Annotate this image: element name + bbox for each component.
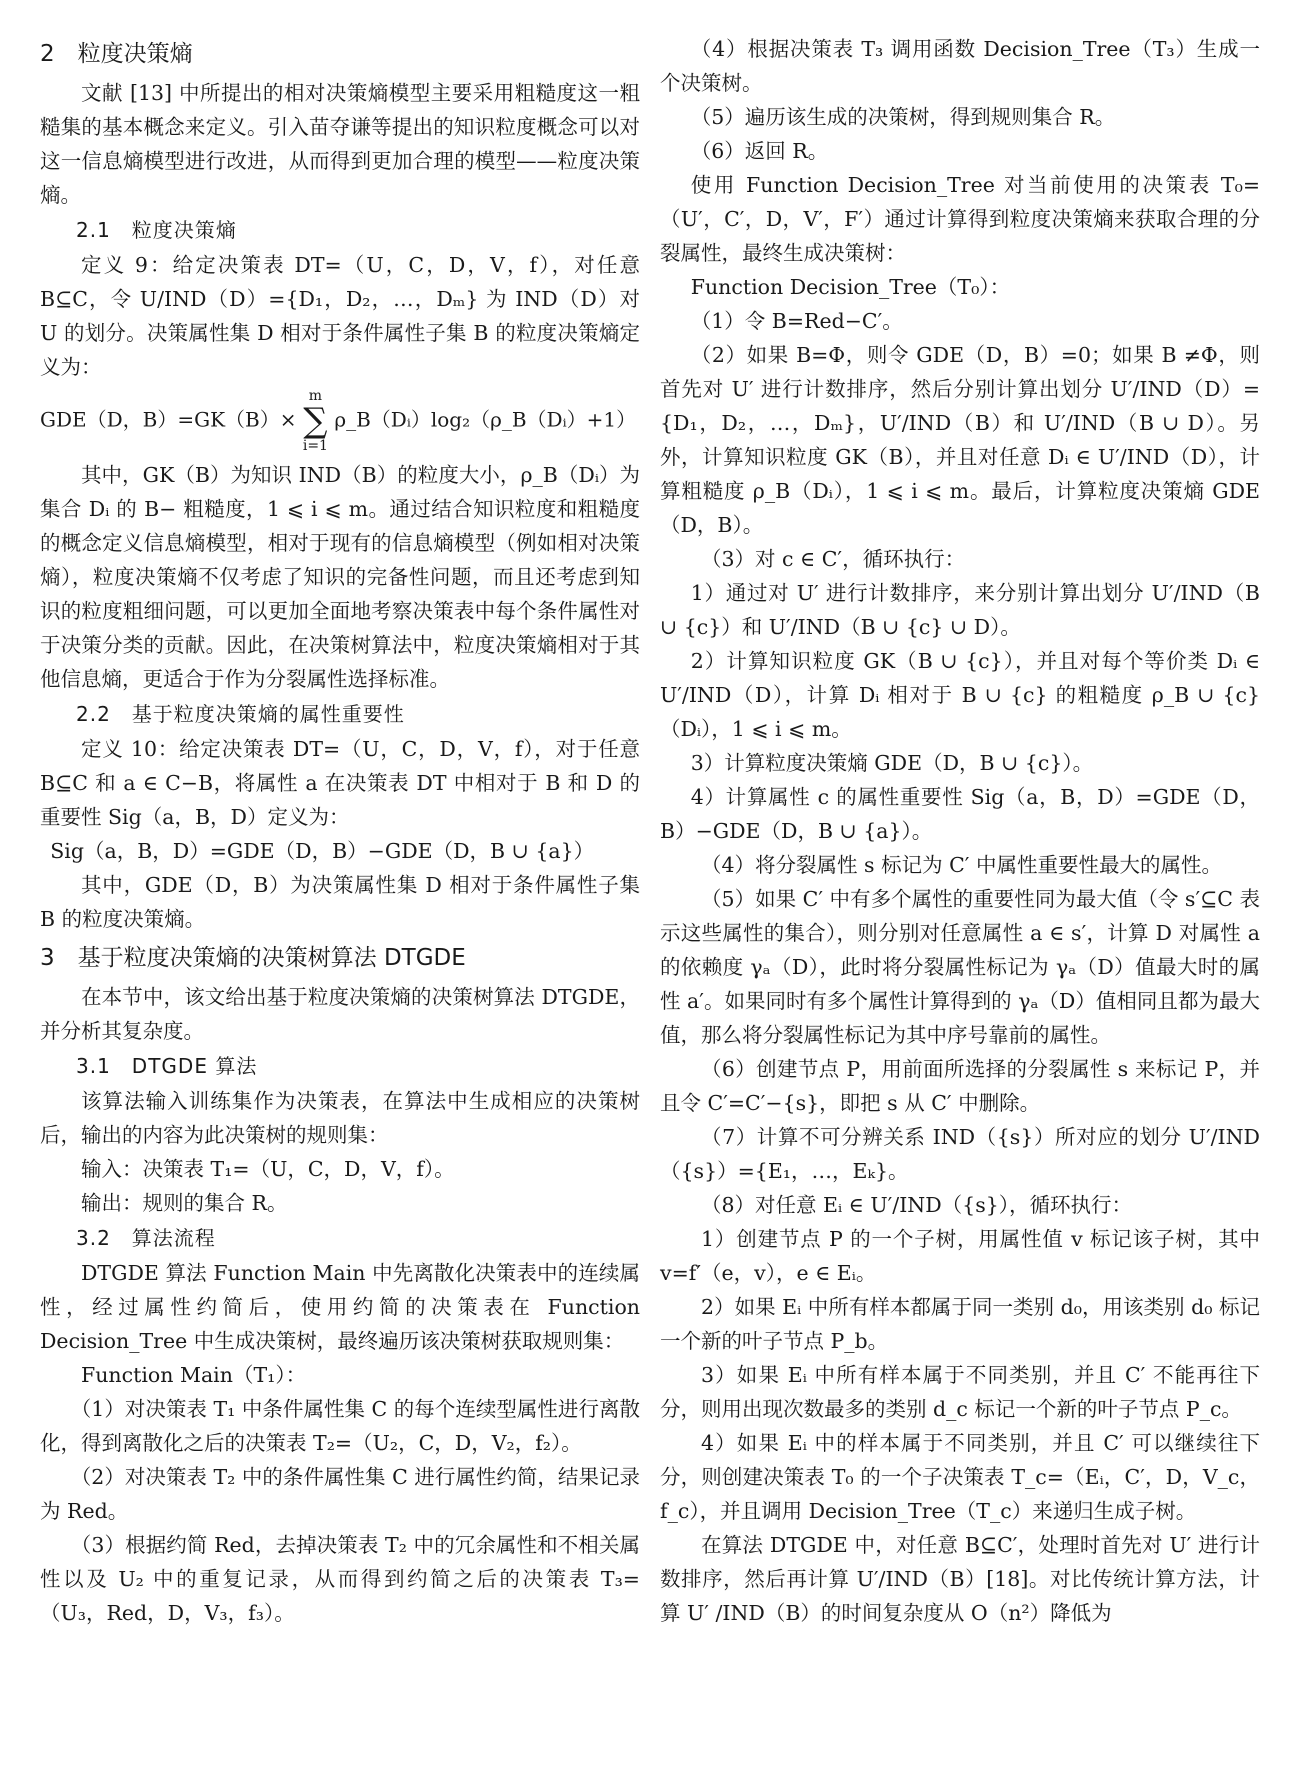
- gde-equation: [40, 388, 640, 454]
- right-column: [660, 32, 1260, 1785]
- dt-step-8-4: 4）如果 Eᵢ 中的样本属于不同类别，并且 C′ 可以继续往下分，则创建决策表 T₀ 的一个子决策表 T_c=（Eᵢ，C′，D，V_c，f_c），并且调用 Decision_Tree（T_c）来递归生成子树。: [660, 1431, 1260, 1523]
- dt-step-3-1: 1）通过对 U′ 进行计数排序，来分别计算出划分 U′/IND（B ∪ {c}）和 U′/IND（B ∪ {c} ∪ D）。: [660, 581, 1260, 639]
- dt-step-2: （2）如果 B=Φ，则令 GDE（D，B）=0；如果 B ≠Φ，则首先对 U′ 进行计数排序，然后分别计算出划分 U′/IND（D）={D₁，D₂，…，Dₘ}，U′/IND（B）和 U′/IND（B ∪ D）。另外，计算知识粒度 GK（B），并且对任意 Dᵢ ∈ U′/IND（D），计算粗糙度 ρ_B（Dᵢ），1 ⩽ i ⩽ m。最后，计算粒度决策熵 GDE（D，B）。: [660, 343, 1260, 537]
- section-3-heading: 3 基于粒度决策熵的决策树算法 DTGDE: [40, 945, 466, 971]
- dt-step-5: （5）如果 C′ 中有多个属性的重要性同为最大值（令 s′⊆C 表示这些属性的集合），则分别对任意属性 a ∈ s′，计算 D 对属性 a 的依赖度 γₐ（D），此时将分裂属性标记为 γₐ（D）值最大时的属性 a′。如果同时有多个属性计算得到的 γₐ（D）值相同且都为最大值，那么将分裂属性标记为其中序号靠前的属性。: [660, 887, 1260, 1047]
- gde-equation-right: ρ_B（Dᵢ）log₂（ρ_B（Dᵢ）+1）: [334, 407, 637, 432]
- definition-9: 定义 9：给定决策表 DT=（U，C，D，V，f），对任意 B⊆C，令 U/IND（D）={D₁，D₂，…，Dₘ} 为 IND（D）对 U 的划分。决策属性集 D 相对于条件属性子集 B 的粒度决策熵定义为：: [40, 253, 640, 379]
- algorithm-input: 输入：决策表 T₁=（U，C，D，V，f）。: [81, 1157, 455, 1181]
- main-step-6: （6）返回 R。: [690, 139, 829, 163]
- gk-explanation: 其中，GK（B）为知识 IND（B）的粒度大小，ρ_B（Dᵢ）为集合 Dᵢ 的 B− 粗糙度，1 ⩽ i ⩽ m。通过结合知识粒度和粗糙度的概念定义信息熵模型，相对于现有的信息熵模型（例如相对决策熵），粒度决策熵不仅考虑了知识的完备性问题，而且还考虑到知识的粒度粗细问题，可以更加全面地考察决策表中每个条件属性对于决策分类的贡献。因此，在决策树算法中，粒度决策熵相对于其他信息熵，更适合于作为分裂属性选择标准。: [40, 463, 640, 691]
- section-3-1-heading: 3.1 DTGDE 算法: [76, 1054, 258, 1078]
- section-2-2-heading: 2.2 基于粒度决策熵的属性重要性: [76, 702, 405, 726]
- gde-equation-left: GDE（D，B）=GK（B）×: [40, 407, 297, 432]
- complexity-paragraph: 在算法 DTGDE 中，对任意 B⊆C′，处理时首先对 U′ 进行计数排序，然后再计算 U′/IND（B）[18]。对比传统计算方法，计算 U′ /IND（B）的时间复杂度从 O（n²）降低为: [660, 1533, 1260, 1625]
- section-2-paragraph: 文献 [13] 中所提出的相对决策熵模型主要采用粗糙度这一粗糙集的基本概念来定义。引入苗夺谦等提出的知识粒度概念可以对这一信息熵模型进行改进，从而得到更加合理的模型——粒度决策熵。: [40, 81, 640, 207]
- sigma-glyph: ∑: [303, 401, 328, 441]
- main-step-2: （2）对决策表 T₂ 中的条件属性集 C 进行属性约简，结果记录为 Red。: [40, 1465, 640, 1523]
- function-main-header: Function Main（T₁）：: [81, 1363, 307, 1387]
- summation-upper: m: [308, 388, 323, 404]
- left-column: [40, 32, 640, 1785]
- dt-step-1: （1）令 B=Red−C′。: [690, 309, 903, 333]
- dt-step-3-3: 3）计算粒度决策熵 GDE（D，B ∪ {c}）。: [690, 751, 1094, 775]
- sig-equation: Sig（a，B，D）=GDE（D，B）−GDE（D，B ∪ {a}）: [50, 839, 595, 863]
- section-3-paragraph: 在本节中，该文给出基于粒度决策熵的决策树算法 DTGDE，并分析其复杂度。: [40, 985, 640, 1043]
- dt-step-8-1: 1）创建节点 P 的一个子树，用属性值 v 标记该子树，其中 v=f′（e，v），e ∈ Eᵢ。: [660, 1227, 1260, 1285]
- dt-step-7: （7）计算不可分辨关系 IND（{s}）所对应的划分 U′/IND（{s}）={E₁，…，Eₖ}。: [660, 1125, 1260, 1183]
- section-3-2-heading: 3.2 算法流程: [76, 1226, 216, 1250]
- function-decision-tree-header: Function Decision_Tree（T₀）：: [690, 275, 1011, 299]
- section-2-1-heading: 2.1 粒度决策熵: [76, 218, 237, 242]
- dt-step-6: （6）创建节点 P，用前面所选择的分裂属性 s 来标记 P，并且令 C′=C′−{s}，即把 s 从 C′ 中删除。: [660, 1057, 1260, 1115]
- dt-step-4: （4）将分裂属性 s 标记为 C′ 中属性重要性最大的属性。: [701, 853, 1222, 877]
- dt-step-8-3: 3）如果 Eᵢ 中所有样本属于不同类别，并且 C′ 不能再往下分，则用出现次数最多的类别 d_c 标记一个新的叶子节点 P_c。: [660, 1363, 1260, 1421]
- main-step-1: （1）对决策表 T₁ 中条件属性集 C 的每个连续型属性进行离散化，得到离散化之后的决策表 T₂=（U₂，C，D，V₂，f₂）。: [40, 1397, 640, 1455]
- dt-step-3-4: 4）计算属性 c 的属性重要性 Sig（a，B，D）=GDE（D，B）−GDE（D，B ∪ {a}）。: [660, 785, 1260, 843]
- summation-symbol: [303, 388, 328, 454]
- summation-lower: i=1: [302, 438, 328, 454]
- main-step-3: （3）根据约简 Red，去掉决策表 T₂ 中的冗余属性和不相关属性以及 U₂ 中的重复记录，从而得到约简之后的决策表 T₃=（U₃，Red，D，V₃，f₃）。: [40, 1533, 640, 1625]
- main-step-4: （4）根据决策表 T₃ 调用函数 Decision_Tree（T₃）生成一个决策树。: [660, 37, 1260, 95]
- dt-step-8-2: 2）如果 Eᵢ 中所有样本都属于同一类别 d₀，用该类别 d₀ 标记一个新的叶子节点 P_b。: [660, 1295, 1260, 1353]
- decision-tree-intro: 使用 Function Decision_Tree 对当前使用的决策表 T₀=（U′，C′，D，V′，F′）通过计算得到粒度决策熵来获取合理的分裂属性，最终生成决策树：: [660, 173, 1260, 265]
- gde-explanation: 其中，GDE（D，B）为决策属性集 D 相对于条件属性子集 B 的粒度决策熵。: [40, 873, 640, 931]
- algorithm-output: 输出：规则的集合 R。: [81, 1191, 288, 1215]
- section-2-heading: 2 粒度决策熵: [40, 41, 193, 67]
- main-step-5: （5）遍历该生成的决策树，得到规则集合 R。: [690, 105, 1116, 129]
- definition-10: 定义 10：给定决策表 DT=（U，C，D，V，f），对于任意 B⊆C 和 a ∈ C−B，将属性 a 在决策表 DT 中相对于 B 和 D 的重要性 Sig（a，B，D）定义为：: [40, 737, 640, 829]
- section-3-1-paragraph: 该算法输入训练集作为决策表，在算法中生成相应的决策树后，输出的内容为此决策树的规则集：: [40, 1089, 640, 1147]
- dt-step-3: （3）对 c ∈ C′，循环执行：: [701, 547, 966, 571]
- dt-step-3-2: 2）计算知识粒度 GK（B ∪ {c}），并且对每个等价类 Dᵢ ∈ U′/IND（D），计算 Dᵢ 相对于 B ∪ {c} 的粗糙度 ρ_B ∪ {c}（Dᵢ），1 ⩽ i ⩽ m。: [660, 649, 1260, 741]
- section-3-2-paragraph: DTGDE 算法 Function Main 中先离散化决策表中的连续属性，经过属性约简后，使用约简的决策表在 Function Decision_Tree 中生成决策树，最终遍历该决策树获取规则集：: [40, 1261, 640, 1353]
- dt-step-8: （8）对任意 Eᵢ ∈ U′/IND（{s}），循环执行：: [701, 1193, 1133, 1217]
